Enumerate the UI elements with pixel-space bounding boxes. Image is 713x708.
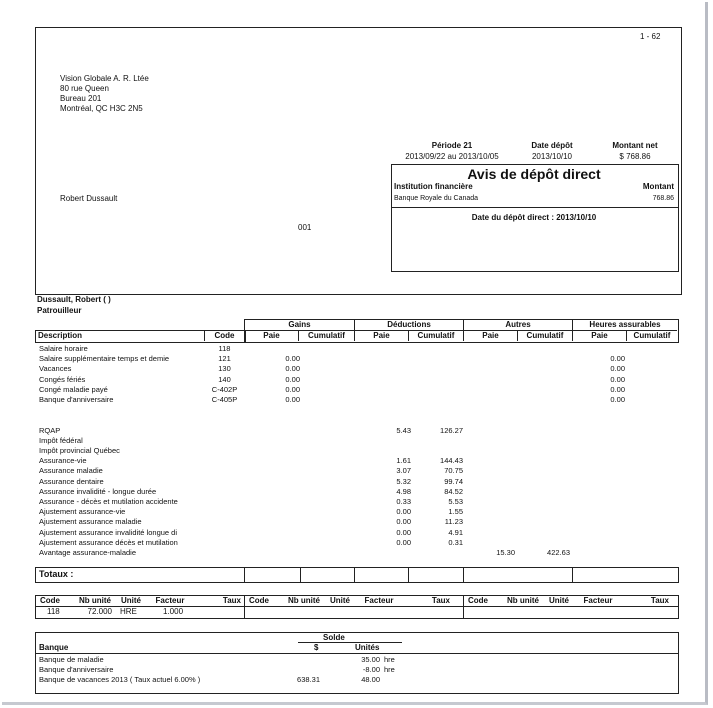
units-row-nb: 72.000 xyxy=(87,607,112,616)
row-value-dc: 99.74 xyxy=(444,477,463,486)
row-code: C-405P xyxy=(211,395,238,404)
row-value-gc: 0.00 xyxy=(285,354,300,363)
bank-header: Banque xyxy=(39,643,69,652)
units-sep-1 xyxy=(244,595,245,618)
row-value-hp: 0.00 xyxy=(610,395,625,404)
units-col-header: Facteur xyxy=(583,596,613,605)
net-amount: $ 768.86 xyxy=(619,152,651,161)
row-description: Avantage assurance-maladie xyxy=(39,548,137,557)
units-col-header: Nb unité xyxy=(288,596,320,605)
units-col-header: Code xyxy=(249,596,269,605)
totals-sep-4 xyxy=(408,567,409,582)
units-col-header: Nb unité xyxy=(507,596,539,605)
units-col-header: Code xyxy=(40,596,60,605)
row-value-dc: 1.55 xyxy=(448,507,463,516)
units-row-code: 118 xyxy=(47,607,60,616)
row-value-dp: 0.00 xyxy=(396,528,411,537)
units-row-unit: HRE xyxy=(120,607,137,616)
row-code: C-402P xyxy=(211,385,238,394)
period-range: 2013/09/22 au 2013/10/05 xyxy=(405,152,499,161)
row-value-gc: 0.00 xyxy=(285,395,300,404)
bank-row-unit-label: hre xyxy=(384,655,395,664)
deposit-divider xyxy=(391,207,679,208)
row-value-dp: 4.98 xyxy=(396,487,411,496)
row-value-gc: 0.00 xyxy=(285,385,300,394)
amount-label: Montant xyxy=(642,182,674,191)
row-description: Ajustement assurance invalidité longue di xyxy=(39,528,177,537)
row-description: Ajustement assurance-vie xyxy=(39,507,126,516)
row-value-dc: 70.75 xyxy=(444,466,463,475)
row-description: Congé maladie payé xyxy=(39,385,108,394)
pay-stub-page xyxy=(2,2,708,705)
row-value-dp: 5.43 xyxy=(396,426,411,435)
row-value-dc: 11.23 xyxy=(444,517,463,526)
gains-pay-header: Paie xyxy=(263,331,280,340)
institution-label: Institution financière xyxy=(394,182,473,191)
units-col-header: Unité xyxy=(330,596,350,605)
period-label: Période 21 xyxy=(431,141,473,150)
units-col-header: Unité xyxy=(121,596,141,605)
row-description: Ajustement assurance maladie xyxy=(39,517,142,526)
row-value-dc: 0.31 xyxy=(448,538,463,547)
bank-row-name: Banque d'anniversaire xyxy=(39,665,114,674)
row-description: Assurance maladie xyxy=(39,466,103,475)
totals-sep-2 xyxy=(300,567,301,582)
totals-sep-3 xyxy=(354,567,355,582)
recipient-name: Robert Dussault xyxy=(60,194,118,203)
deposit-date-line: Date du dépôt direct : 2013/10/10 xyxy=(471,213,597,222)
row-code: 121 xyxy=(218,354,231,363)
deductions-header: Déductions xyxy=(387,320,431,329)
employer-name: Vision Globale A. R. Ltée xyxy=(60,74,149,83)
row-description: Impôt provincial Québec xyxy=(39,446,120,455)
employee-title: Patrouilleur xyxy=(37,306,82,315)
bank-header-divider xyxy=(35,653,678,654)
row-description: Vacances xyxy=(39,364,72,373)
hours-pay-header: Paie xyxy=(591,331,608,340)
row-description: Congés fériés xyxy=(39,375,86,384)
row-description: Assurance-vie xyxy=(39,456,87,465)
bank-row-units: 48.00 xyxy=(361,675,380,684)
employer-address-1: 80 rue Queen xyxy=(60,84,109,93)
row-value-gc: 0.00 xyxy=(285,375,300,384)
other-pay-header: Paie xyxy=(482,331,499,340)
other-header: Autres xyxy=(505,320,531,329)
description-header: Description xyxy=(38,331,83,340)
units-label: Unités xyxy=(355,643,380,652)
units-sep-2 xyxy=(463,595,464,618)
employer-city: Montréal, QC H3C 2N5 xyxy=(60,104,143,113)
institution-name: Banque Royale du Canada xyxy=(394,195,479,202)
currency-label: $ xyxy=(314,643,319,652)
other-cumul-header: Cumulatif xyxy=(526,331,564,340)
gains-header: Gains xyxy=(288,320,311,329)
units-col-header: Facteur xyxy=(155,596,185,605)
units-col-header: Taux xyxy=(431,596,450,605)
solde-label: Solde xyxy=(323,633,345,642)
totals-sep-6 xyxy=(572,567,573,582)
row-value-dc: 84.52 xyxy=(444,487,463,496)
net-amount-label: Montant net xyxy=(612,141,658,150)
ded-pay-header: Paie xyxy=(373,331,390,340)
row-value-dp: 5.32 xyxy=(396,477,411,486)
row-value-dp: 0.33 xyxy=(396,497,411,506)
units-col-header: Code xyxy=(468,596,488,605)
ded-cumul-header: Cumulatif xyxy=(417,331,455,340)
units-col-header: Taux xyxy=(222,596,241,605)
row-value-dc: 144.43 xyxy=(440,456,463,465)
row-description: Assurance dentaire xyxy=(39,477,104,486)
row-value-hp: 0.00 xyxy=(610,375,625,384)
row-value-dc: 126.27 xyxy=(440,426,463,435)
row-description: Assurance - décès et mutilation accidente xyxy=(39,497,178,506)
row-description: Banque d'anniversaire xyxy=(39,395,114,404)
employer-address-2: Bureau 201 xyxy=(60,94,102,103)
row-value-dc: 5.53 xyxy=(448,497,463,506)
insurable-hours-header: Heures assurables xyxy=(589,320,661,329)
row-value-hp: 0.00 xyxy=(610,354,625,363)
units-col-header: Nb unité xyxy=(79,596,111,605)
deposit-date: 2013/10/10 xyxy=(531,152,573,161)
bank-row-units: -8.00 xyxy=(362,665,380,674)
row-value-gc: 0.00 xyxy=(285,364,300,373)
row-value-hp: 0.00 xyxy=(610,385,625,394)
row-description: Impôt fédéral xyxy=(39,436,83,445)
row-value-dp: 0.00 xyxy=(396,517,411,526)
row-description: Salaire horaire xyxy=(39,344,88,353)
row-value-hp: 0.00 xyxy=(610,364,625,373)
hours-cumul-header: Cumulatif xyxy=(633,331,671,340)
totals-sep-5 xyxy=(463,567,464,582)
totals-sep-1 xyxy=(244,567,245,582)
row-value-dp: 1.61 xyxy=(396,456,411,465)
bank-row-units: 35.00 xyxy=(361,655,380,664)
row-value-dc: 4.91 xyxy=(448,528,463,537)
row-value-ac: 422.63 xyxy=(547,548,570,557)
employee-code: 001 xyxy=(298,223,312,232)
row-code: 118 xyxy=(218,344,231,353)
row-value-dp: 0.00 xyxy=(396,507,411,516)
units-col-header: Unité xyxy=(549,596,569,605)
row-code: 140 xyxy=(218,375,231,384)
deposit-notice-title: Avis de dépôt direct xyxy=(467,166,601,182)
row-description: Assurance invalidité - longue durée xyxy=(39,487,157,496)
units-row-factor: 1.000 xyxy=(163,607,184,616)
deposit-date-label: Date dépôt xyxy=(531,141,573,150)
units-col-header: Facteur xyxy=(364,596,394,605)
totals-label: Totaux : xyxy=(39,569,74,579)
totals-row xyxy=(35,567,679,583)
row-code: 130 xyxy=(218,364,231,373)
row-description: RQAP xyxy=(39,426,61,435)
bank-row-unit-label: hre xyxy=(384,665,395,674)
row-value-ap: 15.30 xyxy=(496,548,515,557)
row-value-dp: 3.07 xyxy=(396,466,411,475)
row-description: Salaire supplémentaire temps et demie xyxy=(39,354,170,363)
units-col-header: Taux xyxy=(650,596,669,605)
row-description: Ajustement assurance décès et mutilation xyxy=(39,538,178,547)
gains-cumul-header: Cumulatif xyxy=(308,331,345,340)
deposit-amount: 768.86 xyxy=(652,195,674,202)
row-value-dp: 0.00 xyxy=(396,538,411,547)
employee-name-line: Dussault, Robert ( ) xyxy=(37,295,111,304)
code-header: Code xyxy=(214,331,235,340)
bank-row-name: Banque de vacances 2013 ( Taux actuel 6.00% ) xyxy=(39,675,201,684)
bank-row-name: Banque de maladie xyxy=(39,655,104,664)
page-number: 1 - 62 xyxy=(640,32,661,41)
bank-row-amount: 638.31 xyxy=(297,675,320,684)
